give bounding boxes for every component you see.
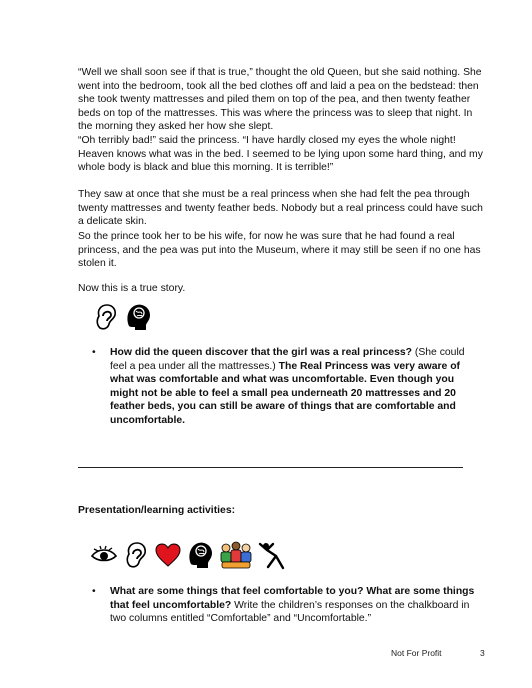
question-1-answer: (She could feel a pea under all the mattresses.) xyxy=(110,347,465,372)
question-1-bold: How did the queen discover that the girl was a real princess? xyxy=(110,347,412,358)
page-number: 3 xyxy=(480,648,485,658)
question-2-instructions: Write the children’s responses on the chalkboard in two columns entitled “Comfortable” and “Uncomfortable.” xyxy=(110,599,470,625)
story-paragraph-4: So the prince took her to be his wife, for now he was sure that he had found a real princess, and the pea was put into the Museum, where it may still be seen if no one has stolen it. xyxy=(78,231,481,270)
bullet-marker: • xyxy=(92,586,96,597)
heart-icon xyxy=(154,540,182,570)
story-paragraph-3: They saw at once that she must be a real princess when she had felt the pea through twenty mattresses and twenty feather beds. Nobody but a real princess could have such a delicate skin. xyxy=(78,189,483,228)
stretching-person-icon xyxy=(258,540,286,570)
question-2-text xyxy=(110,585,480,626)
footer-text: Not For Profit xyxy=(391,648,442,658)
thinking-head-icon xyxy=(124,302,152,332)
thinking-head-icon xyxy=(186,540,214,570)
icon-row-1 xyxy=(92,302,152,332)
question-1-text xyxy=(110,346,480,428)
story-paragraph-5: Now this is a true story. xyxy=(78,283,186,294)
story-paragraph-2: “Oh terribly bad!” said the princess. “I have hardly closed my eyes the whole night! Heaven knows what was in the bed. I seemed to be lying upon some hard thing, and my whole body is black and blue this morning. It is terrible!” xyxy=(78,135,483,174)
question-2-bold: What are some things that feel comfortable to you? What are some things that feel uncomfortable? xyxy=(110,586,475,611)
ear-icon xyxy=(122,540,150,570)
icon-row-2 xyxy=(90,540,286,570)
ear-icon xyxy=(92,302,120,332)
eye-icon xyxy=(90,540,118,570)
horizontal-divider xyxy=(78,467,463,468)
story-paragraph-1: “Well we shall soon see if that is true,” thought the old Queen, but she said nothing. She went into the bedroom, took all the bed clothes off and laid a pea on the bedstead: then she took twenty mattresses and piled them on top of the pea, and then twenty feather beds on top of the mattresses. This was where the princess was to sleep that night. In the morning they asked her how she slept. xyxy=(78,67,482,133)
section-heading: Presentation/learning activities: xyxy=(78,505,236,516)
group-children-icon xyxy=(218,540,254,570)
bullet-marker: • xyxy=(92,347,96,358)
question-1-bold-2: The Real Princess was very aware of what was comfortable and what was uncomfortable. Even though you might not be able to feel a small pea underneath 20 mattresses and 20 feather beds, you can still be aware of things that are comfortable and uncomfortable. xyxy=(110,360,461,426)
